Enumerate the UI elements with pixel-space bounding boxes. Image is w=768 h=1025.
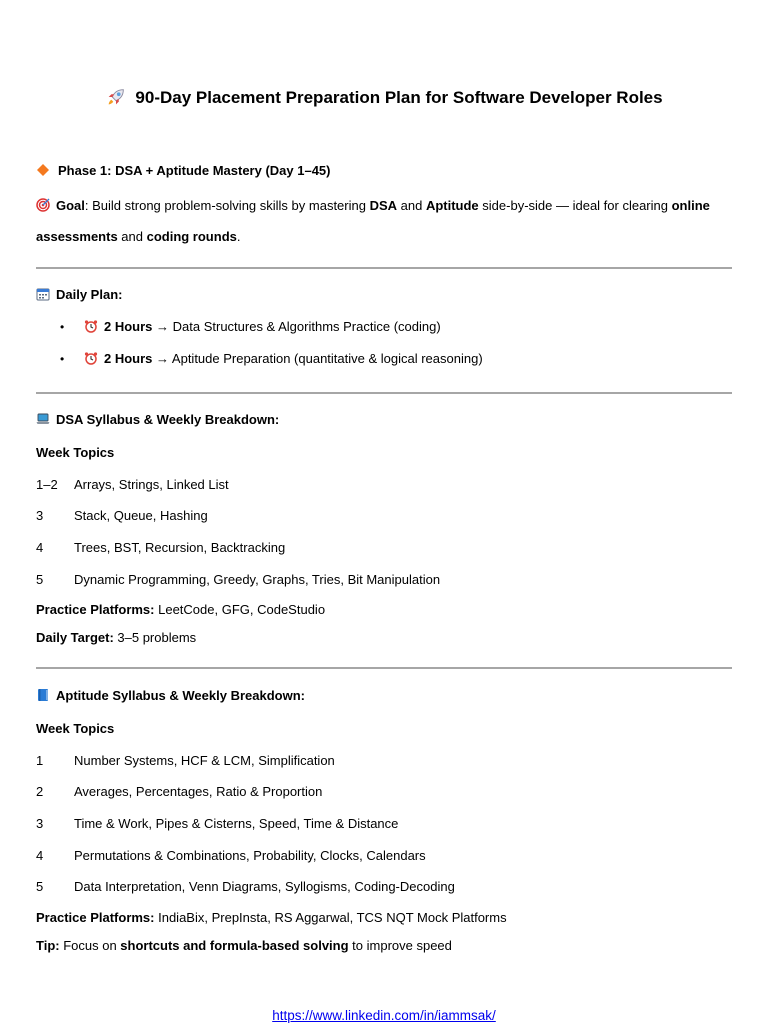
aptitude-tip xyxy=(36,937,452,955)
aptitude-heading-text: Aptitude Syllabus & Weekly Breakdown: xyxy=(56,688,305,703)
platforms-value: IndiaBix, PrepInsta, RS Aggarwal, TCS NQT Mock Platforms xyxy=(154,910,507,925)
table-row-topics: Trees, BST, Recursion, Backtracking xyxy=(74,540,286,555)
alarm-clock-icon xyxy=(84,319,98,333)
goal-text-1: : Build strong problem-solving skills by mastering xyxy=(84,198,370,213)
table-row-topics: Arrays, Strings, Linked List xyxy=(74,477,229,492)
table-row-topics: Data Interpretation, Venn Diagrams, Syllogisms, Coding-Decoding xyxy=(74,879,455,894)
phase-heading xyxy=(36,162,331,180)
goal-line-2 xyxy=(36,228,241,246)
target-icon xyxy=(36,198,50,212)
orange-diamond-icon xyxy=(36,163,50,177)
dsa-heading xyxy=(36,411,279,429)
table-row-week: 3 xyxy=(36,816,44,831)
daily-plan-item-2 xyxy=(84,350,483,368)
goal-coding: coding rounds xyxy=(146,229,237,244)
tip-label: Tip: xyxy=(36,938,60,953)
daily-plan-item-1 xyxy=(84,318,441,336)
daily-plan-heading xyxy=(36,286,122,304)
platforms-label: Practice Platforms: xyxy=(36,602,155,617)
bullet-2: • xyxy=(60,352,65,366)
dsa-daily-target xyxy=(36,629,196,647)
linkedin-link[interactable]: https://www.linkedin.com/in/iammsak/ xyxy=(272,1008,496,1023)
bullet-1: • xyxy=(60,320,65,334)
hours-label: 2 Hours xyxy=(104,351,153,366)
table-row-week: 5 xyxy=(36,879,44,894)
divider xyxy=(36,392,732,394)
divider xyxy=(36,267,732,269)
table-row-week: 3 xyxy=(36,508,44,523)
calendar-icon xyxy=(36,287,50,301)
goal-aptitude: Aptitude xyxy=(425,198,479,213)
laptop-icon xyxy=(36,412,50,426)
goal-and: and xyxy=(397,198,426,213)
daily-plan-item-text: → Aptitude Preparation (quantitative & logical reasoning) xyxy=(152,351,483,366)
goal-assessments: assessments xyxy=(36,229,118,244)
daily-plan-item-text: → Data Structures & Algorithms Practice (coding) xyxy=(152,319,441,334)
goal-online: online xyxy=(671,198,710,213)
table-row-week: 5 xyxy=(36,572,44,587)
table-row-week: 4 xyxy=(36,848,44,863)
aptitude-heading xyxy=(36,687,305,705)
table-row-week: 4 xyxy=(36,540,44,555)
tip-text-2: to improve speed xyxy=(348,938,452,953)
goal-label: Goal xyxy=(56,198,85,213)
phase-heading-text: Phase 1: DSA + Aptitude Mastery (Day 1–45) xyxy=(58,163,331,178)
dsa-platforms xyxy=(36,601,325,619)
goal-text-2: side-by-side — ideal for clearing xyxy=(478,198,672,213)
dsa-heading-text: DSA Syllabus & Weekly Breakdown: xyxy=(56,412,280,427)
divider xyxy=(36,667,732,669)
footer xyxy=(0,1007,768,1025)
target-value: 3–5 problems xyxy=(113,630,197,645)
aptitude-table-header: Week Topics xyxy=(36,721,115,736)
alarm-clock-icon xyxy=(84,351,98,365)
goal-line-1 xyxy=(36,197,710,215)
table-row-week: 2 xyxy=(36,784,44,799)
table-row-topics: Averages, Percentages, Ratio & Proportion xyxy=(74,784,323,799)
dsa-table-header: Week Topics xyxy=(36,445,115,460)
table-row-topics: Permutations & Combinations, Probability, Clocks, Calendars xyxy=(74,848,426,863)
goal-dsa: DSA xyxy=(369,198,398,213)
daily-plan-heading-text: Daily Plan: xyxy=(56,287,123,302)
table-row-topics: Stack, Queue, Hashing xyxy=(74,508,208,523)
tip-text-1: Focus on xyxy=(59,938,121,953)
blue-book-icon xyxy=(36,688,50,702)
hours-label: 2 Hours xyxy=(104,319,153,334)
platforms-label: Practice Platforms: xyxy=(36,910,155,925)
page-title xyxy=(0,86,768,110)
table-row-week: 1 xyxy=(36,753,44,768)
table-row-topics: Number Systems, HCF & LCM, Simplification xyxy=(74,753,335,768)
target-label: Daily Target: xyxy=(36,630,114,645)
title-text: 90-Day Placement Preparation Plan for Software Developer Roles xyxy=(135,88,663,107)
aptitude-platforms xyxy=(36,909,507,927)
goal-period: . xyxy=(236,229,241,244)
platforms-value: LeetCode, GFG, CodeStudio xyxy=(154,602,326,617)
rocket-icon xyxy=(105,86,127,108)
goal-and-2: and xyxy=(117,229,147,244)
table-row-week: 1–2 xyxy=(36,477,58,492)
table-row-topics: Time & Work, Pipes & Cisterns, Speed, Time & Distance xyxy=(74,816,399,831)
table-row-topics: Dynamic Programming, Greedy, Graphs, Tries, Bit Manipulation xyxy=(74,572,441,587)
tip-bold: shortcuts and formula-based solving xyxy=(120,938,349,953)
